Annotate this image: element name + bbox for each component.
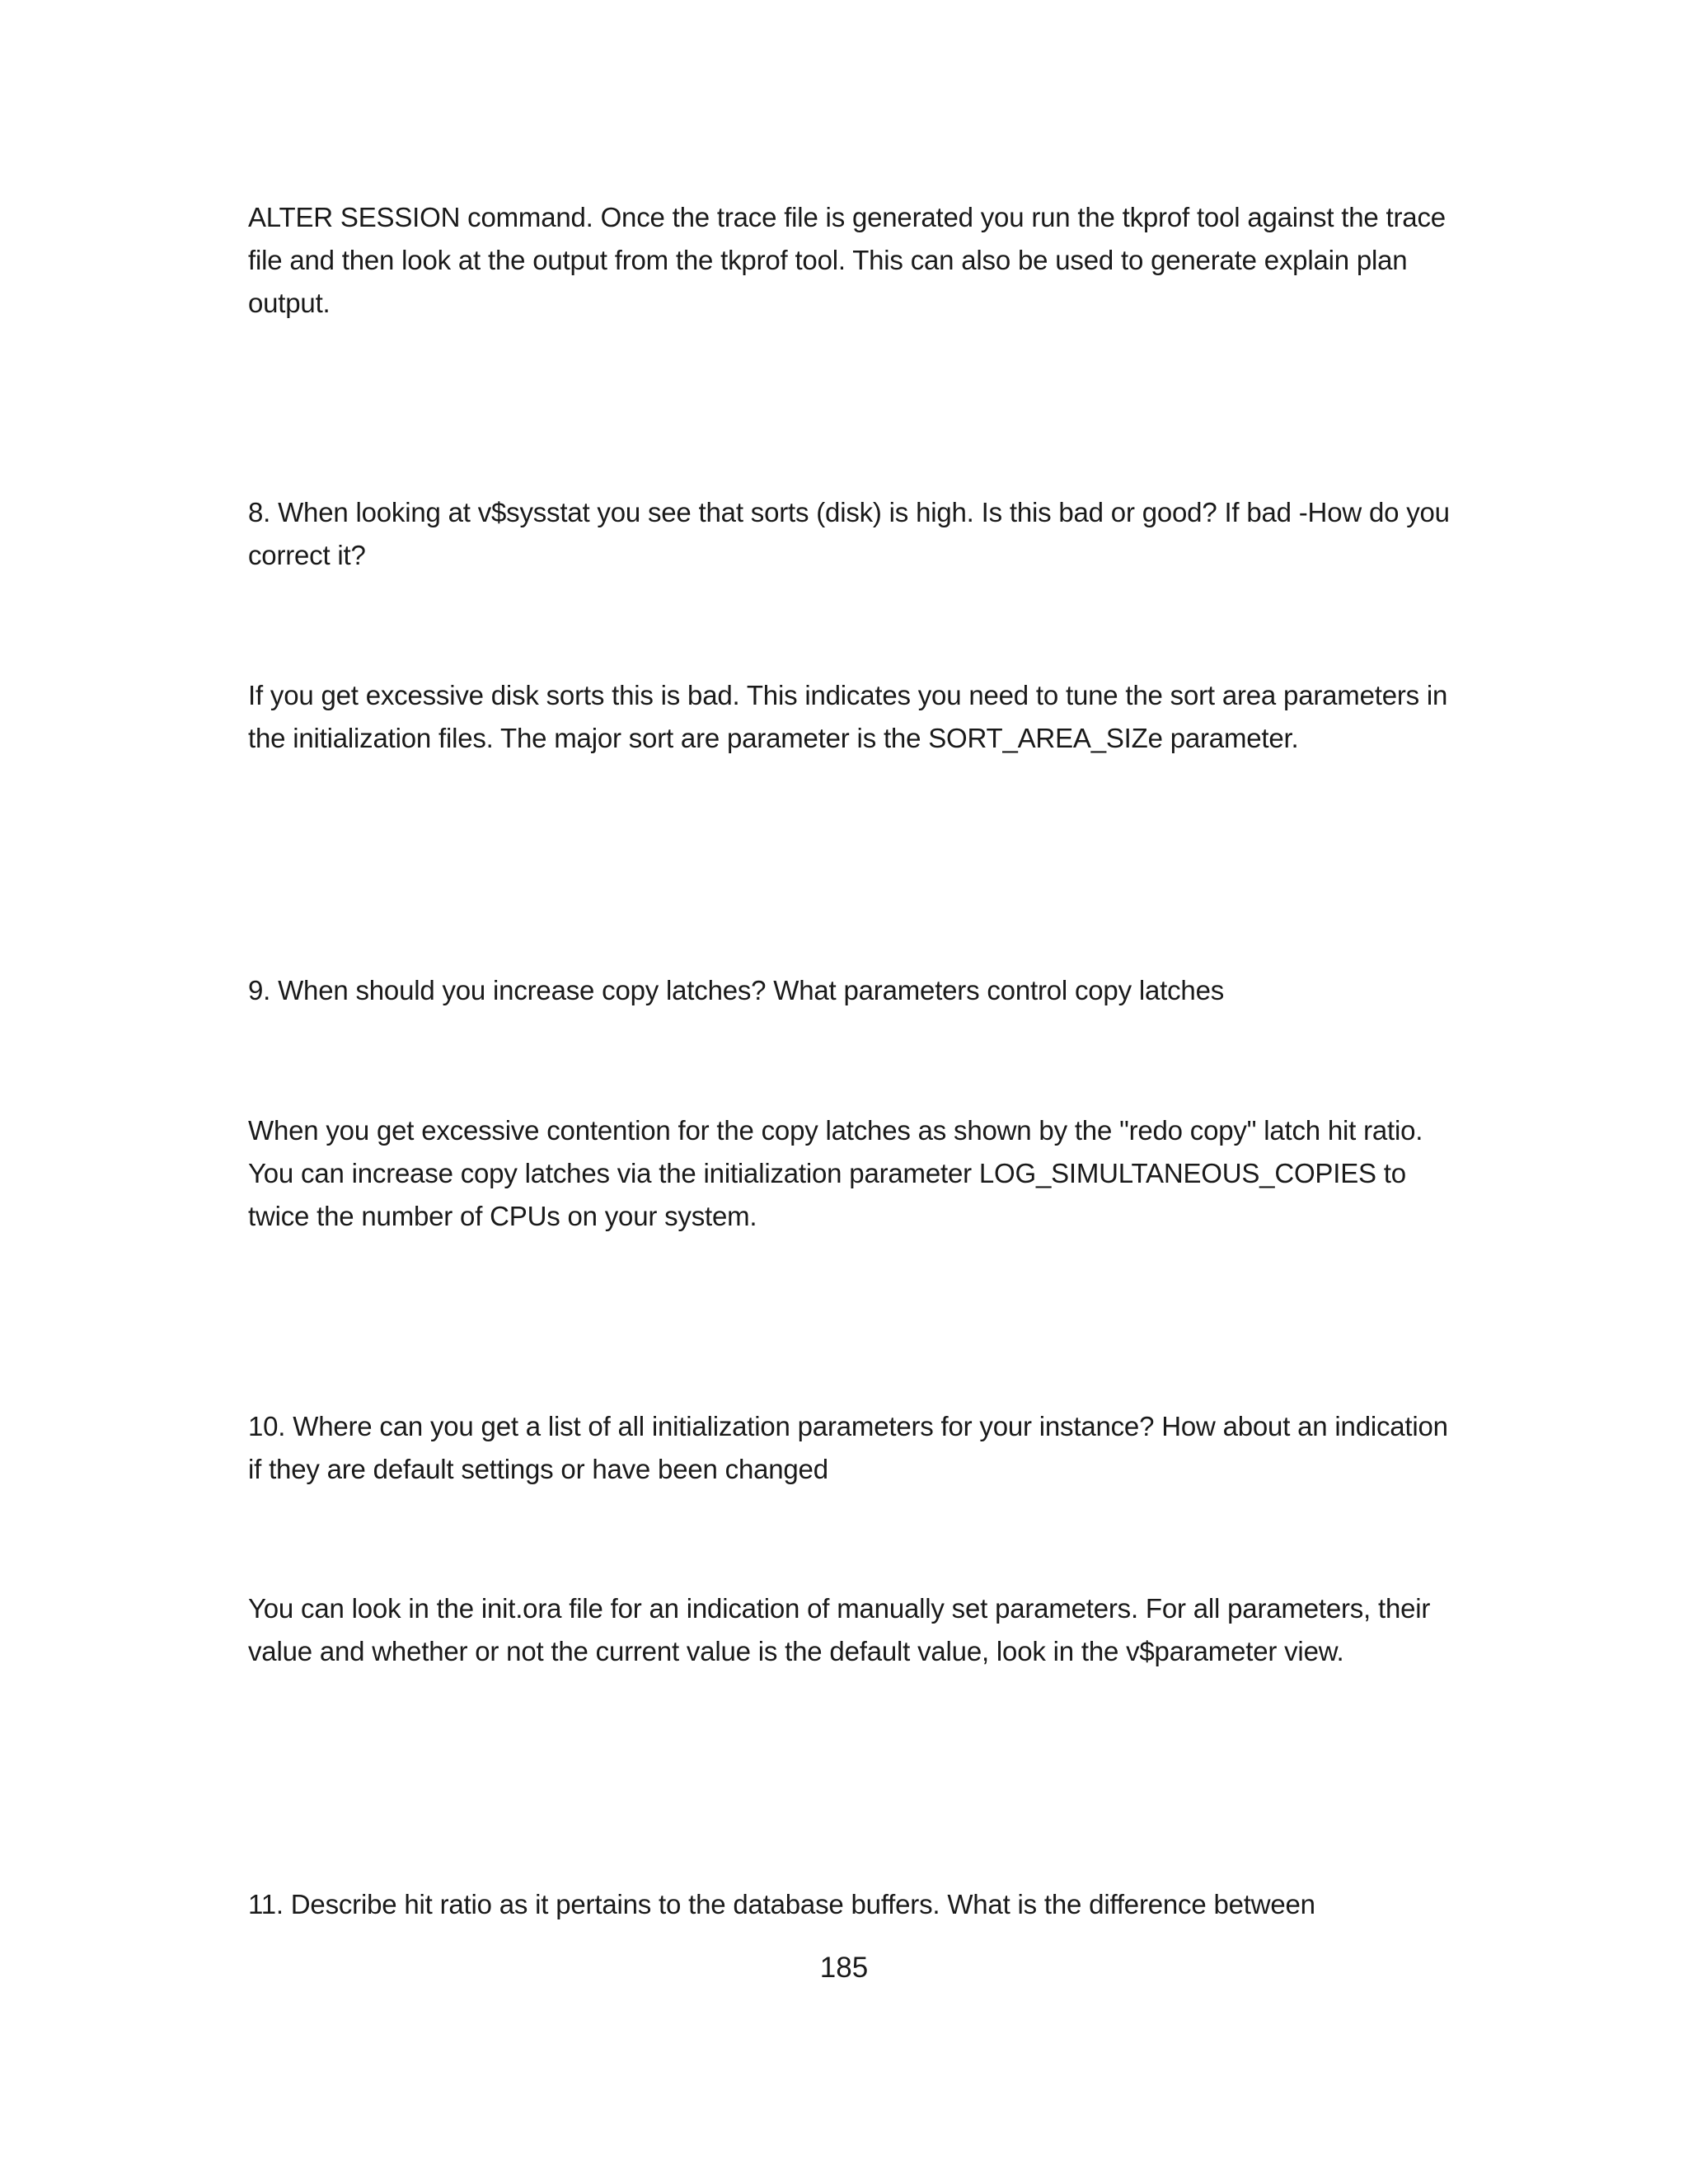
question-8: 8. When looking at v$sysstat you see that sorts (disk) is high. Is this bad or good? If bad -How do you correct it? bbox=[248, 497, 1450, 570]
page-number: 185 bbox=[819, 1952, 869, 1984]
question-9: 9. When should you increase copy latches? What parameters control copy latches bbox=[248, 975, 1225, 1005]
paragraph-tkprof-explanation: ALTER SESSION command. Once the trace file is generated you run the tkprof tool against the trace file and then look at the output from the tkprof tool. This can also be used to generate explain plan output. bbox=[248, 202, 1446, 318]
answer-8: If you get excessive disk sorts this is bad. This indicates you need to tune the sort area parameters in the initialization files. The major sort are parameter is the SORT_AREA_SIZe parameter. bbox=[248, 680, 1448, 753]
question-11: 11. Describe hit ratio as it pertains to the database buffers. What is the difference between bbox=[248, 1889, 1315, 1919]
question-10: 10. Where can you get a list of all initialization parameters for your instance? How about an indication if they are default settings or have been changed bbox=[248, 1411, 1448, 1484]
answer-10: You can look in the init.ora file for an indication of manually set parameters. For all parameters, their value and whether or not the current value is the default value, look in the v$parameter view. bbox=[248, 1593, 1431, 1666]
answer-9: When you get excessive contention for the copy latches as shown by the "redo copy" latch hit ratio. You can increase copy latches via the initialization parameter LOG_SIMULTANEOUS_COPIES to twice the number of CPUs on your system. bbox=[248, 1115, 1423, 1231]
